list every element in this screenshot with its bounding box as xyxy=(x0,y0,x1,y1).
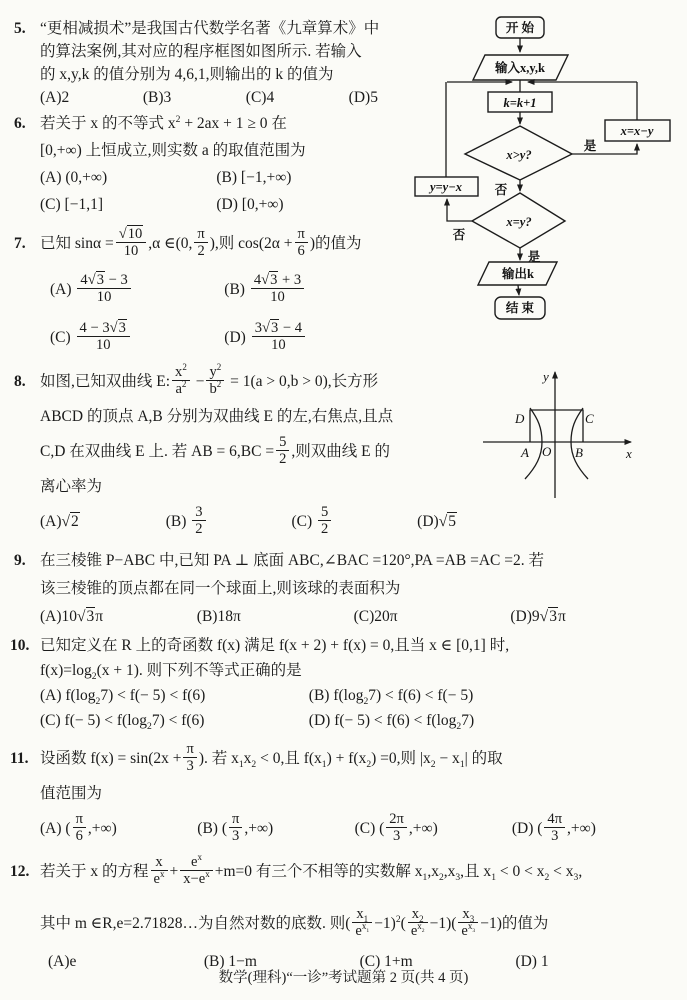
fraction: $\frac{\pi}{6}$ xyxy=(73,811,86,845)
question-8-line-2: ABCD 的顶点 A,B 分别为双曲线 E 的左,右焦点,且点 xyxy=(40,408,394,426)
question-number: 11. xyxy=(10,750,29,767)
fraction: $\frac{x^2}{a^2}$ xyxy=(172,364,190,398)
label-d: D xyxy=(515,411,525,426)
question-number: 5. xyxy=(14,20,26,37)
label-c: C xyxy=(585,411,594,426)
question-number: 10. xyxy=(10,637,30,654)
fraction: $\frac{\pi}{6}$ xyxy=(295,226,308,260)
option-B: (B)18π xyxy=(196,608,241,625)
question-8-line-5 xyxy=(40,504,489,539)
question-10-line-2: $f(x)=\log_2(x + 1)$. 则下列不等式正确的是 xyxy=(40,662,302,683)
fraction: $\frac{2\pi}{3}$ xyxy=(386,811,407,845)
radical: √10 xyxy=(118,225,143,242)
flowchart-step-label: k=k+1 xyxy=(503,96,537,110)
fraction: $\frac{\pi}{2}$ xyxy=(194,226,207,260)
radical: √3 xyxy=(539,608,557,625)
option-B: (B) $\frac{4√3 + 3}{10}$ xyxy=(224,266,398,314)
flowchart-figure xyxy=(413,8,687,332)
flowchart-end-label: 结 束 xyxy=(505,301,535,315)
fraction: $\frac{5}{2}$ xyxy=(318,504,331,538)
question-12-line-1: 12. 若关于 x 的方程 $\frac{x}{e^x}$ + $\frac{e^x}{x-e^x}$ +m=0 有三个不相等的实数解 $x_1,x_2,x_3$,且 $x_1 < 0 < x_2 < x_3$, xyxy=(40,846,684,898)
question-6-line-2: [0,+∞) 上恒成立,则实数 a 的取值范围为 xyxy=(40,142,306,159)
option-D: (D)√5 xyxy=(417,513,456,531)
option-A: (A) (0,+∞) xyxy=(40,169,108,186)
question-8-line-3: C,D 在双曲线 E 上. 若 AB = 6,BC = $\frac{5}{2}$ ,则双曲线 E 的 xyxy=(40,433,390,468)
question-9-line-2: 该三棱锥的顶点都在同一个球面上,则该球的表面积为 xyxy=(40,580,401,597)
option-A: (C) [−1,1] xyxy=(40,196,103,213)
fraction: $\frac{3√3 - 4}{10}$ xyxy=(252,320,305,354)
option-B: (D) [0,+∞) xyxy=(216,196,284,213)
option-D: (D)9√3π xyxy=(510,608,566,625)
question-5-line-3: 的 x,y,k 的值分别为 4,6,1,则输出的 k 的值为 xyxy=(40,66,334,83)
option-D: (D)5 xyxy=(348,89,378,106)
question-10 xyxy=(10,633,680,733)
radical: √3 xyxy=(261,319,279,336)
option-A: (A) $\frac{4√3 - 3}{10}$ xyxy=(50,266,224,314)
question-number: 12. xyxy=(10,863,30,880)
option-D: (D) 1 xyxy=(515,953,549,970)
fraction: $\frac{\pi}{3}$ xyxy=(183,741,196,775)
flowchart-cond2-label: x=y? xyxy=(506,215,532,229)
option-B: (B) $\frac{3}{2}$ xyxy=(166,504,292,539)
fraction: $\frac{4 - 3√3}{10}$ xyxy=(77,320,130,354)
flowchart-output-label: 输出k xyxy=(502,267,534,281)
question-6-line-1: 6. 若关于 x 的不等式 $x^2 + 2ax + 1 \ge 0$ 在 xyxy=(40,110,460,137)
question-7-line-1: 7. 已知 sinα = $\frac{√10}{10}$ ,α ∈(0, $\frac{\pi}{2}$ ),则 cos(2α + $\frac{\pi}{6}$ )的值为 xyxy=(40,222,465,266)
flowchart-yes1-line xyxy=(572,144,637,154)
question-10-line-1: 10. 已知定义在 R 上的奇函数 f(x) 满足 f(x + 2) + f(x) = 0,且当 x ∈ [0,1] 时, xyxy=(40,633,680,658)
option-B: (D) $\frac{3√3 - 4}{10}$ xyxy=(224,314,398,362)
question-10-line-3 xyxy=(40,683,680,708)
question-number: 9. xyxy=(14,552,26,569)
fraction: $\frac{y^2}{b^2}$ xyxy=(206,364,224,398)
question-11-line-2: 值范围为 xyxy=(40,785,103,802)
option-A: (C) $\frac{4 - 3√3}{10}$ xyxy=(50,314,224,362)
label-y: y xyxy=(543,369,549,384)
option-B: (D) $f(- 5) < f(6) < f(\log_27)$ xyxy=(308,712,475,733)
radical: √5 xyxy=(438,513,456,531)
question-7 xyxy=(14,222,465,362)
option-C: (C)20π xyxy=(353,608,398,625)
flowchart-assign-left-label: y=y−x xyxy=(429,180,463,194)
fraction: $\frac{x_2}{e^{x_2}}$ xyxy=(408,906,428,940)
question-12-line-2: 其中 m ∈R,e=2.71828…为自然对数的底数. 则( $\frac{x_1}{e^{x_1}}$ −1)$^2$( $\frac{x_2}{e^{x_2}}$ −1)( $\frac{x_3}{e^{x_3}}$ −1)的值为 xyxy=(40,905,549,939)
question-9-line-3 xyxy=(40,603,680,631)
flowchart-arrow xyxy=(518,285,519,295)
option-A: (A) $f(\log_27) < f(- 5) < f(6)$ xyxy=(40,687,206,708)
option-C: (C) 1+m xyxy=(359,953,413,970)
fraction: $\frac{x_1}{e^{x_1}}$ xyxy=(352,906,372,940)
question-11 xyxy=(10,738,682,850)
option-C: (C)4 xyxy=(245,89,275,106)
option-B: (B) 1−m xyxy=(203,953,257,970)
question-number: 6. xyxy=(14,115,26,132)
flowchart-yes1-label: 是 xyxy=(583,139,597,153)
option-B: (B) [−1,+∞) xyxy=(216,169,292,186)
option-D: (D) ( $\frac{4\pi}{3}$ ,+∞) xyxy=(511,810,596,844)
option-B: (B) $f(\log_27) < f(6) < f(- 5)$ xyxy=(308,687,474,708)
radical: √2 xyxy=(61,513,79,531)
fraction: $\frac{3}{2}$ xyxy=(192,504,205,538)
fraction: $\frac{4\pi}{3}$ xyxy=(544,811,565,845)
question-5-line-1: 5. “更相减损术”是我国古代数学名著《九章算术》中 xyxy=(40,17,460,40)
question-7-line-3 xyxy=(40,314,465,362)
option-B: (B)3 xyxy=(142,89,172,106)
option-A: (C) $f(- 5) < f(\log_27) < f(6)$ xyxy=(40,712,205,733)
radical: √3 xyxy=(87,271,104,288)
fraction: $\frac{x_3}{e^{x_3}}$ xyxy=(458,906,478,940)
question-9-line-1: 9. 在三棱锥 P−ABC 中,已知 PA ⊥ 底面 ABC,∠BAC =120°,PA =AB =AC =2. 若 xyxy=(40,547,680,575)
option-B: (B) ( $\frac{\pi}{3}$ ,+∞) xyxy=(197,810,274,844)
label-o: O xyxy=(542,444,552,459)
fraction: $\frac{4√3 + 3}{10}$ xyxy=(251,272,304,306)
question-8-line-1: 8. 如图,已知双曲线 E: $\frac{x^2}{a^2}$ − $\frac{y^2}{b^2}$ = 1(a > 0,b > 0),长方形 xyxy=(40,364,489,399)
question-11-line-3 xyxy=(40,808,682,850)
option-C: (C) ( $\frac{2\pi}{3}$ ,+∞) xyxy=(354,810,438,844)
fraction: $\frac{\pi}{3}$ xyxy=(229,811,242,845)
flowchart-cond1-label: x>y? xyxy=(506,148,532,162)
flowchart-assign-right-label: x=x−y xyxy=(620,124,654,138)
question-number: 7. xyxy=(14,235,26,252)
option-A: (A)√2 xyxy=(40,513,79,531)
question-5 xyxy=(14,17,460,109)
question-7-line-2 xyxy=(40,266,465,314)
fraction: $\frac{4√3 - 3}{10}$ xyxy=(77,272,130,306)
option-A: (A)10√3π xyxy=(40,608,104,625)
question-8-line-4: 离心率为 xyxy=(40,478,103,496)
question-12 xyxy=(10,846,684,974)
radical: √3 xyxy=(109,319,126,336)
fraction: $\frac{√10}{10}$ xyxy=(116,226,147,260)
flowchart-start-label: 开 始 xyxy=(505,21,535,35)
label-b: B xyxy=(575,445,583,460)
question-5-line-2: 的算法案例,其对应的程序框图如图所示. 若输入 xyxy=(40,43,362,60)
option-A: (A)2 xyxy=(40,89,70,106)
fraction: $\frac{5}{2}$ xyxy=(276,434,289,468)
question-6-line-3 xyxy=(40,164,460,191)
question-6 xyxy=(14,110,463,218)
fraction: $\frac{x}{e^x}$ xyxy=(151,854,168,888)
flowchart-yes2-label: 是 xyxy=(527,250,541,264)
option-C: (C) $\frac{5}{2}$ xyxy=(291,504,417,539)
question-10-line-4 xyxy=(40,708,680,733)
flowchart-no2-label: 否 xyxy=(452,228,466,242)
question-5-line-4 xyxy=(40,86,460,109)
label-a: A xyxy=(521,445,529,460)
hyperbola-figure xyxy=(468,358,668,508)
option-A: (A) ( $\frac{\pi}{6}$ ,+∞) xyxy=(40,810,117,844)
page-footer: 数学(理科)“一诊”考试题第 2 页(共 4 页) xyxy=(218,970,469,986)
radical: √3 xyxy=(77,608,95,625)
rectangle-abcd xyxy=(530,410,583,442)
fraction: $\frac{e^x}{x-e^x}$ xyxy=(180,854,212,888)
question-11-line-1: 11. 设函数 f(x) = sin(2x + $\frac{\pi}{3}$ ). 若 $x_1x_2 < 0$,且 $f(x_1) + f(x_2) =0$,则 $|x_2 - x_1|$ 的取 xyxy=(40,738,682,780)
question-6-line-4 xyxy=(40,191,460,218)
flowchart-no1-label: 否 xyxy=(494,183,508,197)
hyperbola-left-branch xyxy=(525,408,542,479)
radical: √3 xyxy=(261,271,278,288)
question-9 xyxy=(14,547,680,631)
question-8 xyxy=(14,361,489,540)
label-x: x xyxy=(626,446,632,461)
flowchart-no2-line xyxy=(447,199,472,221)
question-number: 8. xyxy=(14,373,26,390)
flowchart-input-label: 输入x,y,k xyxy=(494,61,546,75)
option-A: (A)e xyxy=(48,953,77,970)
